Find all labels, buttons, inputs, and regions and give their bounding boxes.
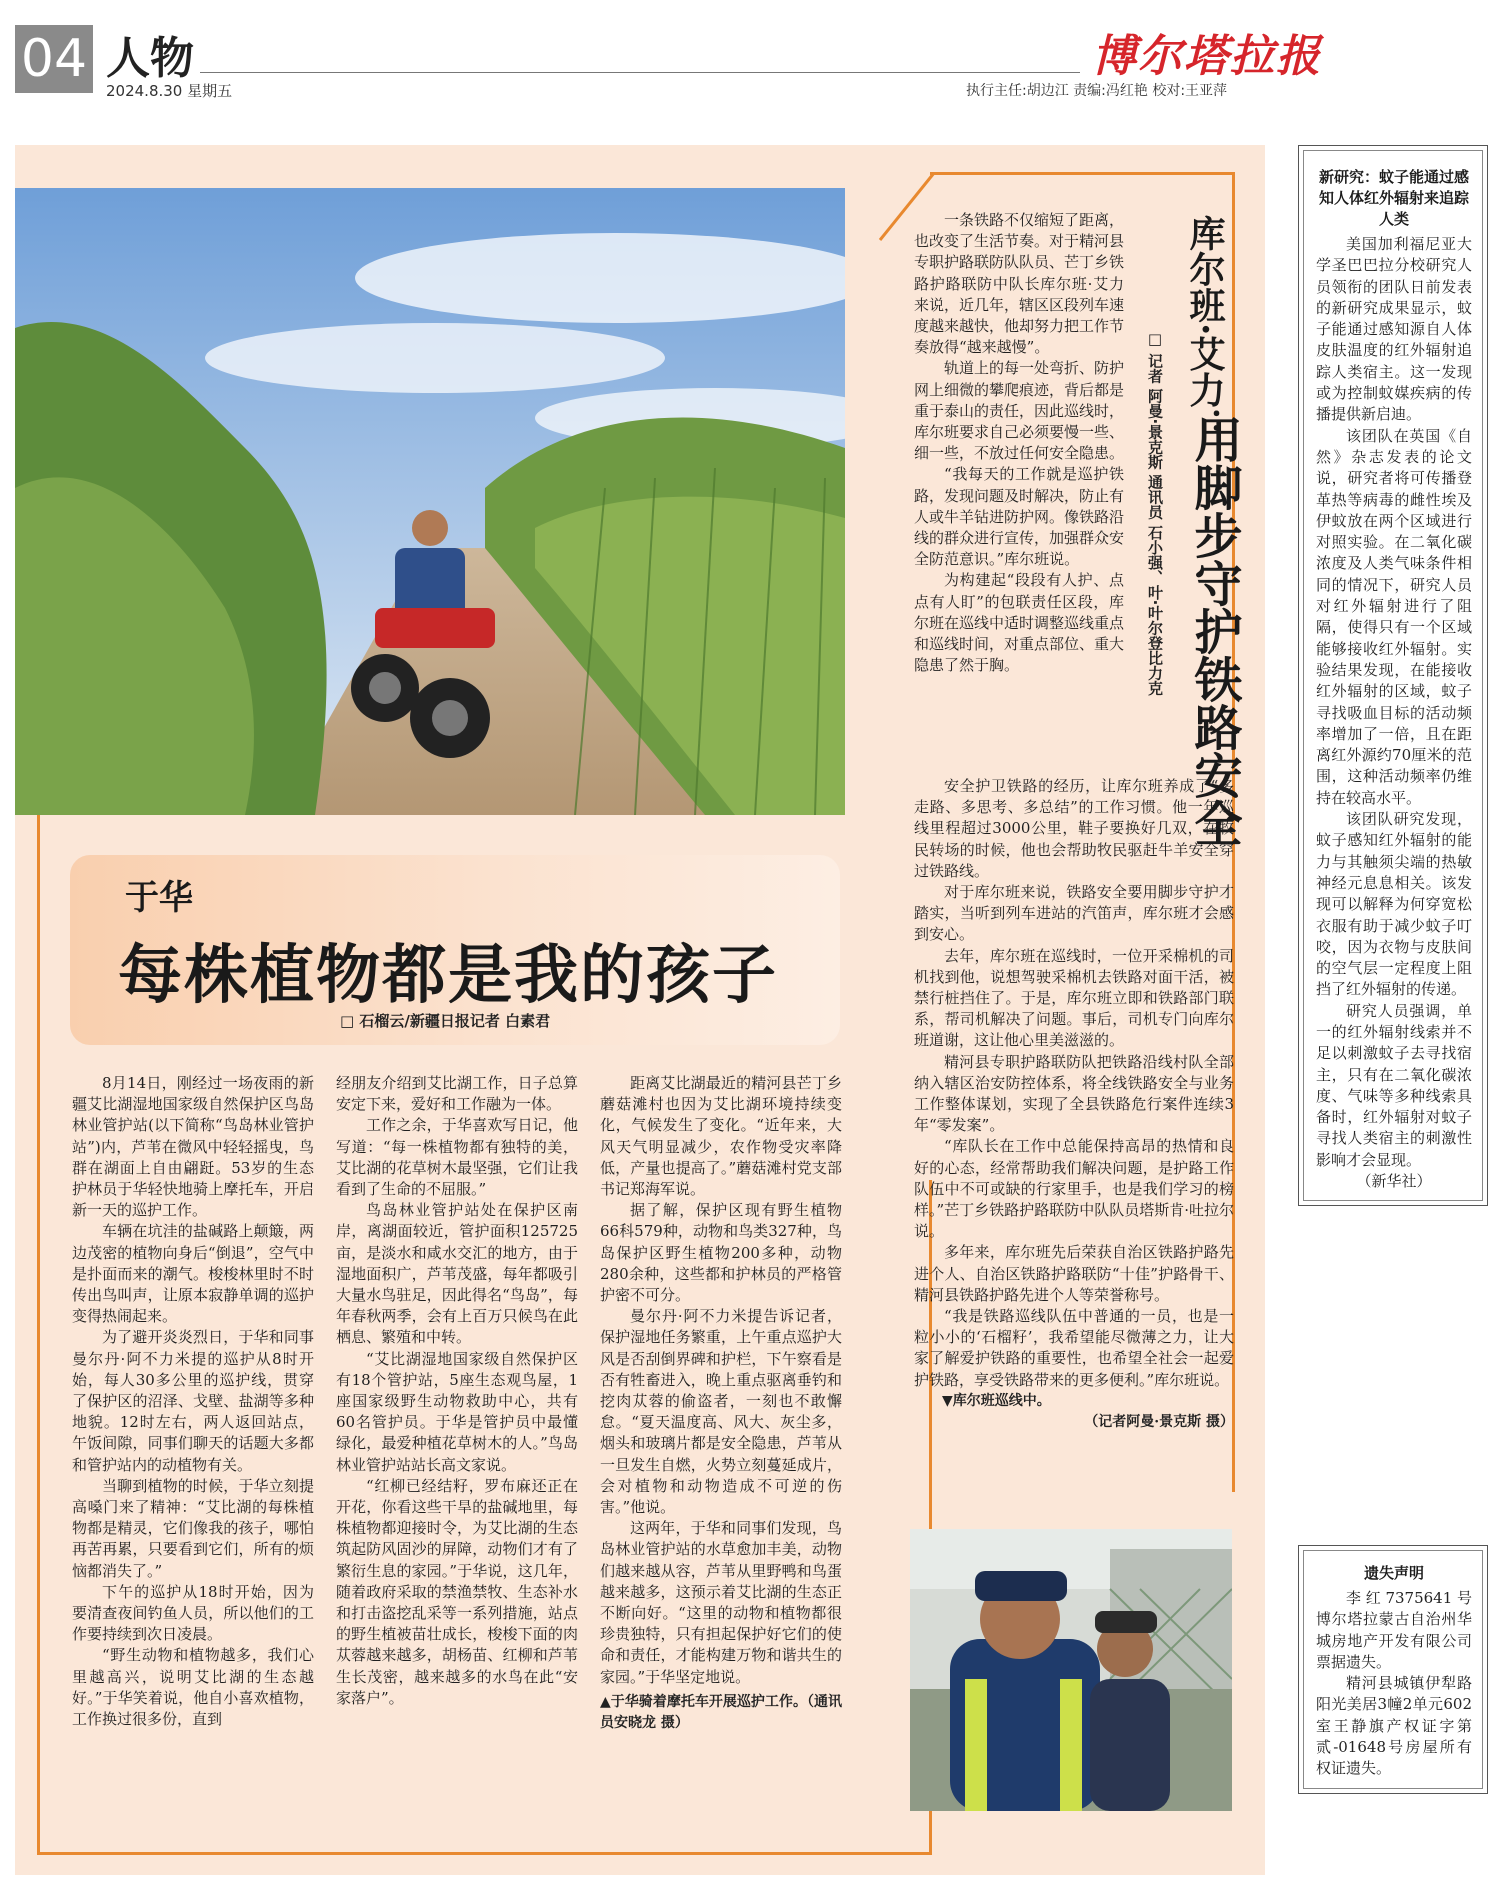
frame-line-top <box>930 172 1235 175</box>
paragraph: 一条铁路不仅缩短了距离，也改变了生活节奏。对于精河县专职护路联防队队员、芒丁乡铁路护路联防中队长库尔班·艾力来说，近几年，辖区区段列车速度越来越快，他却努力把工作节奏放得“越来越慢”。 <box>914 211 1125 357</box>
story2-column-wide <box>914 776 1234 1433</box>
paragraph: “野生动物和植物越多，我们心里越高兴，说明艾比湖的生态越好。”于华笑着说，他自小喜欢植物，工作换过很多份，直到 <box>72 1646 314 1729</box>
header-divider <box>200 72 1080 73</box>
paragraph: 8月14日，刚经过一场夜雨的新疆艾比湖湿地国家级自然保护区鸟岛林业管护站(以下简称“鸟岛林业管护站”)内，芦苇在微风中轻轻摇曳，鸟群在湖面上自由翩跹。53岁的生态护林员于华轻快地骑上摩托车，开启新一天的巡护工作。 <box>72 1074 314 1220</box>
page-number: 04 <box>15 25 93 93</box>
story1-column-1 <box>72 1073 314 1730</box>
editor-credits: 执行主任:胡边江 责编:冯红艳 校对:王亚萍 <box>966 83 1228 99</box>
paragraph: 该团队在英国《自然》杂志发表的论文说，研究者将可传播登革热等病毒的雌性埃及伊蚊放在两个区域进行对照实验。在二氧化碳浓度及人类气味条件相同的情况下，研究人员对红外辐射进行了阻隔，使得只有一个区域能够接收红外辐射。实验结果发现，在能接收红外辐射的区域，蚊子寻找吸血目标的活动频率增加了一倍，且在距离红外源约70厘米的范围，这种活动频率仍维持在较高水平。 <box>1316 426 1472 807</box>
paragraph: 距离艾比湖最近的精河县芒丁乡蘑菇滩村也因为艾比湖环境持续变化，气候发生了变化。“近年来，大风天气明显减少，农作物受灾率降低，产量也提高了。”蘑菇滩村党支部书记郑海军说。 <box>600 1074 842 1199</box>
frame-line-bottom <box>37 1852 932 1855</box>
paragraph: “红柳已经结籽，罗布麻还正在开花，你看这些干旱的盐碱地里，每株植物都迎接时令，为艾比湖的生态筑起防风固沙的屏障，动物们才有了繁衍生息的家园。”于华说，这几年，随着政府采取的禁渔禁牧、生态补水和打击盗挖乱采等一系列措施，站点的野生植被苗壮成长，梭梭下面的肉苁蓉越来越多，胡杨苗、红柳和芦苇生长茂密，越来越多的水鸟在此“安家落户”。 <box>336 1476 578 1707</box>
paragraph: 当聊到植物的时候，于华立刻提高嗓门来了精神：“艾比湖的每株植物都是精灵，它们像我的孩子，哪怕再苦再累，只要看到它们，所有的烦恼都消失了。” <box>72 1476 314 1580</box>
paragraph: 车辆在坑洼的盐碱路上颠簸，两边茂密的植物向身后“倒退”，空气中是扑面而来的潮气。梭梭林里时不时传出鸟叫声，让原本寂静单调的巡护变得热闹起来。 <box>72 1222 314 1326</box>
photo2-caption: ▼库尔班巡线中。 <box>942 1392 1051 1409</box>
paragraph: 曼尔丹·阿不力米提告诉记者，保护湿地任务繁重，上午重点巡护大风是否刮倒界碑和护栏，下午察看是否有牲畜进入，晚上重点驱离垂钓和挖肉苁蓉的偷盗者，一刻也不敢懈怠。“夏天温度高、风大、灰尘多，烟头和玻璃片都是安全隐患，芦苇从一旦发生自燃，火势立刻蔓延成片，会对植物和动物造成不可逆的伤害。”他说。 <box>600 1307 842 1517</box>
paragraph: “库队长在工作中总能保持高昂的热情和良好的心态，经常帮助我们解决问题，是护路工作队伍中不可或缺的行家里手，也是我们学习的榜样。”芒丁乡铁路护路联防中队队员塔斯肯·吐拉尔说。 <box>914 1137 1234 1241</box>
sidebar-headline: 新研究：蚊子能通过感知人体红外辐射来追踪人类 <box>1318 168 1469 228</box>
paragraph: 精河县专职护路联防队把铁路沿线村队全部纳入辖区治安防控体系，将全线铁路安全与业务工作整体谋划，实现了全县铁路危行案件连续3年“零发案”。 <box>914 1052 1234 1135</box>
paragraph: “我是铁路巡线队伍中普通的一员，也是一粒小小的‘石榴籽’，我希望能尽微薄之力，让大家了解爱护铁路的重要性，也希望全社会一起爱护铁路，享受铁路带来的更多便利。”库尔班说。 <box>914 1307 1234 1389</box>
paragraph: 据了解，保护区现有野生植物66科579种，动物和鸟类327种，鸟岛保护区野生植物200多种，动物280余种，这些都和护林员的严格管护密不可分。 <box>600 1201 842 1305</box>
story1-column-2 <box>336 1073 578 1709</box>
notice-title: 遗失声明 <box>1363 1564 1424 1582</box>
paragraph: 精河县城镇伊犁路阳光美居3幢2单元602室王静旗产权证字第贰-01648号房屋所有权证遗失。 <box>1316 1674 1472 1778</box>
sidebar-news-box <box>1298 145 1488 1206</box>
paragraph: “我每天的工作就是巡护铁路，发现问题及时解决，防止有人或牛羊钻进防护网。像铁路沿线的群众进行宣传，加强群众安全防范意识。”库尔班说。 <box>914 465 1125 569</box>
paragraph: 鸟岛林业管护站处在保护区南岸，离湖面较近，管护面积125725亩，是淡水和咸水交汇的地方，由于湿地面积广，芦苇茂盛，每年都吸引大量水鸟驻足，因此得名“鸟岛”，每年春秋两季，会有上百万只候鸟在此栖息、繁殖和中转。 <box>336 1201 578 1347</box>
story1-byline: □ 石榴云/新疆日报记者 白素君 <box>340 1012 551 1030</box>
sidebar-source: （新华社） <box>1356 1172 1432 1191</box>
story2-headline: 用脚步守护铁路安全 <box>1186 415 1242 847</box>
paragraph: 去年，库尔班在巡线时，一位开采棉机的司机找到他，说想驾驶采棉机去铁路对面干活，被禁行桩挡住了。于是，库尔班立即和铁路部门联系，帮司机解决了问题。事后，司机专门向库尔班道谢，这让他心里美滋滋的。 <box>914 946 1234 1050</box>
paragraph: “艾比湖湿地国家级自然保护区有18个管护站，5座生态观鸟屋，1座国家级野生动物救助中心，共有60名管护员。于华是管护员中最懂绿化，最爱种植花草树木的人。”鸟岛林业管护站站长高文家说。 <box>336 1349 578 1474</box>
paragraph: 对于库尔班来说，铁路安全要用脚步守护才踏实，当听到列车进站的汽笛声，库尔班才会感到安心。 <box>914 883 1234 944</box>
motorcycle-patrol-photo <box>15 188 845 815</box>
paragraph: 为了避开炎炎烈日，于华和同事曼尔丹·阿不力米提的巡护从8时开始，每人30多公里的巡护线，贯穿了保护区的沼泽、戈壁、盐湖等多种地貌。12时左右，两人返回站点，午饭间隙，同事们聊天的话题大多都和管护站内的动植物有关。 <box>72 1328 314 1474</box>
story2-column-narrow <box>914 210 1124 676</box>
paragraph: 李红7375641号博尔塔拉蒙古自治州华城房地产开发有限公司票据遗失。 <box>1316 1589 1472 1671</box>
story1-person-name: 于华 <box>125 878 193 918</box>
story2-person-name: 库尔班·艾力： <box>1184 215 1226 444</box>
paragraph: 下午的巡护从18时开始，因为要清查夜间钓鱼人员，所以他们的工作要持续到次日凌晨。 <box>72 1582 314 1644</box>
paragraph: 工作之余，于华喜欢写日记，他写道：“每一株植物都有独特的美，艾比湖的花草树木最坚强，它们让我看到了生命的不屈服。” <box>336 1116 578 1199</box>
section-title: 人物 <box>106 33 194 84</box>
story1-headline: 每株植物都是我的孩子 <box>118 938 778 1013</box>
railway-patrol-photo <box>910 1529 1232 1811</box>
issue-date: 2024.8.30 星期五 <box>106 82 233 100</box>
newspaper-logo: 博尔塔拉报 <box>1092 31 1322 82</box>
paragraph: 多年来，库尔班先后荣获自治区铁路护路先进个人、自治区铁路护路联防“十佳”护路骨干、精河县铁路护路先进个人等荣誉称号。 <box>914 1243 1234 1304</box>
paragraph: 该团队研究发现，蚊子感知红外辐射的能力与其触须尖端的热敏神经元息息相关。该发现可以解释为何穿宽松衣服有助于减少蚊子叮咬，因为衣物与皮肤间的空气层一定程度上阻挡了红外辐射的传递。 <box>1316 810 1472 999</box>
story2-byline: □ 记者 阿曼·景克斯 通讯员 石小强、叶·叶尔登比力克 <box>1146 330 1164 696</box>
paragraph: 安全护卫铁路的经历，让库尔班养成了“多走路、多思考、多总结”的工作习惯。他一年巡线里程超过3000公里，鞋子要换好几双，在牧民转场的时候，他也会帮助牧民驱赶牛羊安全穿过铁路线。 <box>914 777 1234 880</box>
paragraph: 美国加利福尼亚大学圣巴巴拉分校研究人员领衔的团队日前发表的新研究成果显示，蚊子能通过感知源自人体皮肤温度的红外辐射追踪人类宿主。这一发现或为控制蚊媒疾病的传播提供新启迪。 <box>1316 235 1472 424</box>
paragraph: 研究人员强调，单一的红外辐射线索并不足以刺激蚊子去寻找宿主，只有在二氧化碳浓度、气味等多种线索具备时，红外辐射对蚊子寻找人类宿主的刺激性影响才会显现。 <box>1316 1001 1472 1169</box>
paragraph: 这两年，于华和同事们发现，鸟岛林业管护站的水草愈加丰美，动物们越来越从容，芦苇从里野鸭和鸟蛋越来越多，这预示着艾比湖的生态正不断向好。“这里的动物和植物都很珍贵独特，只有担起保护好它们的使命和责任，才能构建万物和谐共生的家园。”于华坚定地说。 <box>600 1519 842 1686</box>
photo2-credit: （记者阿曼·景克斯 摄） <box>1084 1413 1234 1430</box>
paragraph: 轨道上的每一处弯折、防护网上细微的攀爬痕迹，背后都是重于泰山的责任，因此巡线时，库尔班要求自己必须要慢一些、细一些，不放过任何安全隐患。 <box>914 359 1125 463</box>
lost-notice-box <box>1298 1545 1488 1794</box>
paragraph: 为构建起“段段有人护、点点有人盯”的包联责任区段，库尔班在巡线中适时调整巡线重点和巡线时间，对重点部位、重大隐患了然于胸。 <box>914 571 1125 675</box>
sidebar-body <box>1316 234 1472 1192</box>
photo1-caption: ▲于华骑着摩托车开展巡护工作。（通讯员安晓龙 摄） <box>600 1693 842 1731</box>
paragraph: 经朋友介绍到艾比湖工作，日子总算安定下来，爱好和工作融为一体。 <box>336 1074 578 1114</box>
frame-line-left <box>37 815 40 1855</box>
story1-column-3 <box>600 1073 842 1734</box>
notice-body <box>1316 1588 1472 1780</box>
